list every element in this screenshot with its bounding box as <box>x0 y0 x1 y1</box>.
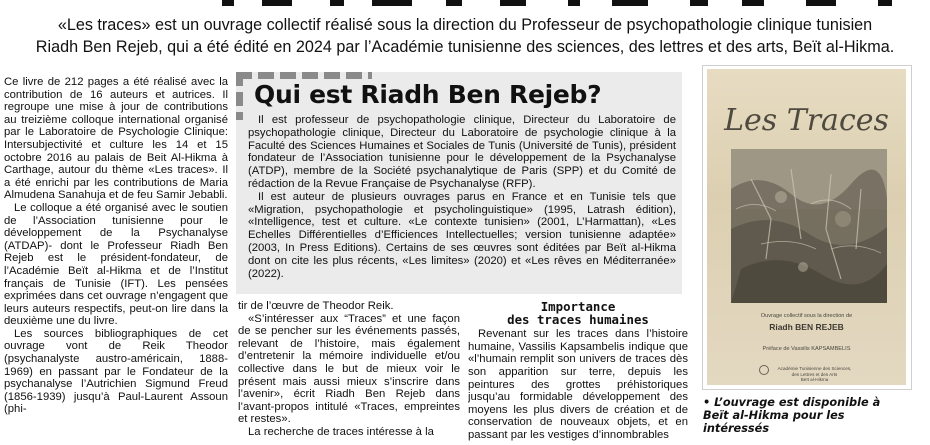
book-publisher-line-2: des Lettres et des Arts <box>791 371 838 377</box>
bio-paragraph: Il est auteur de plusieurs ouvrages parus en France et en Tunisie tels que «Migration, psychopathologie et psycholinguistique» (1995, Latrash édition), «Intelligence, test et culture. «Le contexte tunisien» (2001, L’Harmattan), «Les Echelles Différentielles d’Efficiences Intellectuelles; version tunisienne adaptée» (2003, In Press Editions). Certains de ses œuvres sont éditées par Beït al-Hikma dont on cite les plus récents, «Les limites» (2020) et «Les rêves en Méditerranée» (2022). <box>248 190 676 280</box>
bio-box-text <box>248 114 676 280</box>
bio-box-dash-top <box>236 72 372 79</box>
book-cover <box>707 69 906 385</box>
book-publisher-line-3: Beït al-Hikma <box>800 377 829 383</box>
book-direction-line: Ouvrage collectif sous la direction de <box>760 313 853 319</box>
book-publisher-line-1: Académie Tunisienne des Sciences, <box>777 366 852 371</box>
bio-box-dash-left <box>236 72 243 120</box>
article-intro <box>14 14 916 58</box>
column1-paragraph: Les sources bibliographiques de cet ouvrage vont de Reik Theodor (psychanalyste austro-américain, 1888-1969) en passant par le Fondateur de la psychanalyse l’Autrichien Sigmund Freud (1856-1939) jusqu’à Paul-Laurent Assoun (phi- <box>4 327 228 416</box>
book-publisher <box>707 366 906 383</box>
bio-paragraph: Il est professeur de psychopathologie clinique, Directeur du Laboratoire de psychopathologie clinique, Directeur du Laboratoire de psychologie clinique à la Faculté des Sciences Humaines et Sociales de Tunis (Université de Tunis), président fondateur de l’Association tunisienne pour le développement de la Psychanalyse (ATDP), membre de la Société psychanalytique de Paris (SPP) et du Comité de rédaction de la Revue Française de Psychanalyse (RFP). <box>248 114 676 190</box>
intro-line-1: «Les traces» est un ouvrage collectif réalisé sous la direction du Professeur de psychopathologie clinique tunisien <box>57 16 873 34</box>
section-heading-line-2: des traces humaines <box>507 311 649 327</box>
photo-caption <box>703 396 925 435</box>
column2-paragraph: «S’intéresser aux “Traces” et une façon de se pencher sur les événements passés, relevant de l’histoire, mais également d’entretenir la mémoire individuelle et/ou collective dans le but de mieux voir le présent mais aussi mieux s’inscrire dans l’avenir», écrit Riadh Ben Rejeb dans l’avant-propos intitulé «Traces, empreintes et restes». <box>238 312 460 426</box>
cut-headline-remnant <box>0 0 930 8</box>
column2-paragraph: La recherche de traces intéresse à la <box>248 425 434 438</box>
article-column-2 <box>238 300 460 445</box>
column1-paragraph: Ce livre de 212 pages a été réalisé avec la contribution de 16 auteurs et autrices. Il regroupe une mise à jour de contributions au treizième colloque international organisé par le Laboratoire de Psychologie Clinique: Intersubjectivité et culture les 14 et 15 octobre 2016 au palais de Beit Al-Hikma à Carthage, autour du thème «Les traces». Il a été enrichi par les contributions de Maria Almudena Sanahuja et de feu Samir Jebabli. <box>4 76 228 202</box>
intro-line-2: Riadh Ben Rejeb, qui a été édité en 2024 par l’Académie tunisienne des sciences, des lettres et des arts, Beït al-Hikma. <box>35 38 895 56</box>
caption-line-2: Beït al-Hikma pour les <box>703 409 845 422</box>
book-author: Riadh BEN REJEB <box>769 322 844 332</box>
column1-paragraph: Le colloque a été organisé avec le soutien de l’Association tunisienne pour le développement de la Psychanalyse (ATDAP)- dont le Professeur Riadh Ben Rejeb est le président-fondateur, de l’Académie Beït al-Hikma et de l’Institut français de Tunisie (IFT). Les pensées exprimées dans cet ouvrage n’engagent que leurs auteurs respectifs, peut-on lire dans la deuxième une du livre. <box>4 201 228 328</box>
cover-artwork <box>731 149 887 303</box>
book-preface: Préface de Vassilis KAPSAMBELIS <box>762 346 851 352</box>
section-heading-line-1: Importance <box>540 300 616 314</box>
column3-paragraph: Revenant sur les traces dans l’histoire humaine, Vassilis Kapsambelis indique que «l’humain remplit son univers de traces dès son apparition sur terre, depuis les peintures des grottes préhistoriques jusqu’au formidable développement des moyens les plus divers de création et de conservation de nouveaux objets, et en passant par les vestiges d’innombrables <box>468 328 688 441</box>
caption-line-3: intéressés <box>703 422 770 435</box>
column2-paragraph: tir de l’œuvre de Theodor Reik. <box>238 300 394 312</box>
caption-line-1: • L’ouvrage est disponible à <box>703 396 881 409</box>
article-column-1 <box>4 76 228 445</box>
section-heading <box>468 301 688 326</box>
article-column-3 <box>468 300 688 445</box>
book-title: Les Traces <box>724 103 889 138</box>
bio-box-title: Qui est Riadh Ben Rejeb? <box>254 80 602 109</box>
